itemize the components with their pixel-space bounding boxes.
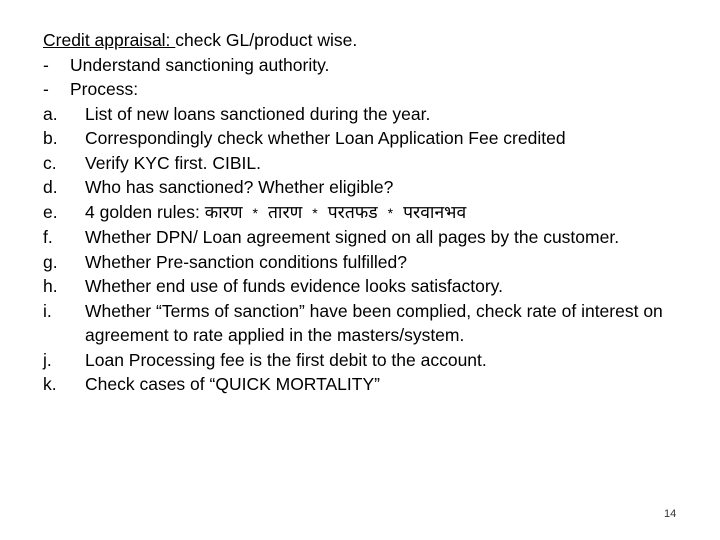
golden-rule: कारण <box>204 201 243 222</box>
rule-separator: * <box>252 204 258 221</box>
rule-separator: * <box>312 204 318 221</box>
list-item-marker: e. <box>43 201 58 222</box>
list-item-text: Whether end use of funds evidence looks satisfactory. <box>85 276 503 296</box>
list-item-marker: i. <box>43 300 52 321</box>
bullet-marker: - <box>43 79 49 99</box>
page-number: 14 <box>664 508 677 520</box>
list-item-marker: c. <box>43 152 57 173</box>
list-item-text: Check cases of “QUICK MORTALITY” <box>85 374 380 394</box>
list-item <box>43 348 713 373</box>
list-item-marker: g. <box>43 251 58 272</box>
list-item-text: Loan Processing fee is the first debit to the account. <box>85 349 487 370</box>
list-item-text: Whether Pre-sanction conditions fulfilled? <box>85 251 407 272</box>
heading-text: check GL/product wise. <box>175 30 358 50</box>
golden-rules-label: 4 golden rules: <box>85 201 200 222</box>
list-item-text: List of new loans sanctioned during the year. <box>85 103 431 124</box>
list-item <box>43 151 713 176</box>
golden-rule: परवानभव <box>403 201 467 222</box>
list-item <box>43 274 713 299</box>
list-item <box>43 299 713 348</box>
list-item <box>43 102 713 127</box>
golden-rule: तारण <box>267 201 303 222</box>
list-item <box>43 175 713 200</box>
list-item-marker: j. <box>43 349 52 370</box>
list-item <box>43 200 713 226</box>
list-item-marker: h. <box>43 276 58 296</box>
bullet-row <box>43 53 713 78</box>
list-item-text: Whether “Terms of sanction” have been complied, check rate of interest on agreement to rate applied in the masters/system. <box>85 300 663 345</box>
list-item-text: Who has sanctioned? Whether eligible? <box>85 177 394 197</box>
heading-label: Credit appraisal: <box>43 30 176 50</box>
list-item-marker: a. <box>43 103 58 124</box>
list-item <box>43 225 713 250</box>
list-item <box>43 372 713 397</box>
list-item <box>43 250 713 275</box>
bullet-text: Process: <box>70 79 139 99</box>
slide-content <box>43 28 713 397</box>
golden-rules-line <box>85 200 713 226</box>
list-item-marker: f. <box>43 227 53 247</box>
list-item <box>43 126 713 151</box>
list-item-text: Verify KYC first. CIBIL. <box>85 152 262 173</box>
bullet-row <box>43 77 713 102</box>
golden-rule: परतफड <box>327 201 378 222</box>
bullet-marker: - <box>43 54 49 75</box>
list-item-text: Correspondingly check whether Loan Application Fee credited <box>85 128 566 148</box>
slide-heading <box>43 28 713 53</box>
rule-separator: * <box>387 204 394 221</box>
bullet-text: Understand sanctioning authority. <box>70 54 330 75</box>
list-item-text: Whether DPN/ Loan agreement signed on all pages by the customer. <box>85 227 620 247</box>
list-item-marker: k. <box>43 374 57 394</box>
list-item-marker: d. <box>43 177 58 197</box>
list-item-marker: b. <box>43 128 58 148</box>
